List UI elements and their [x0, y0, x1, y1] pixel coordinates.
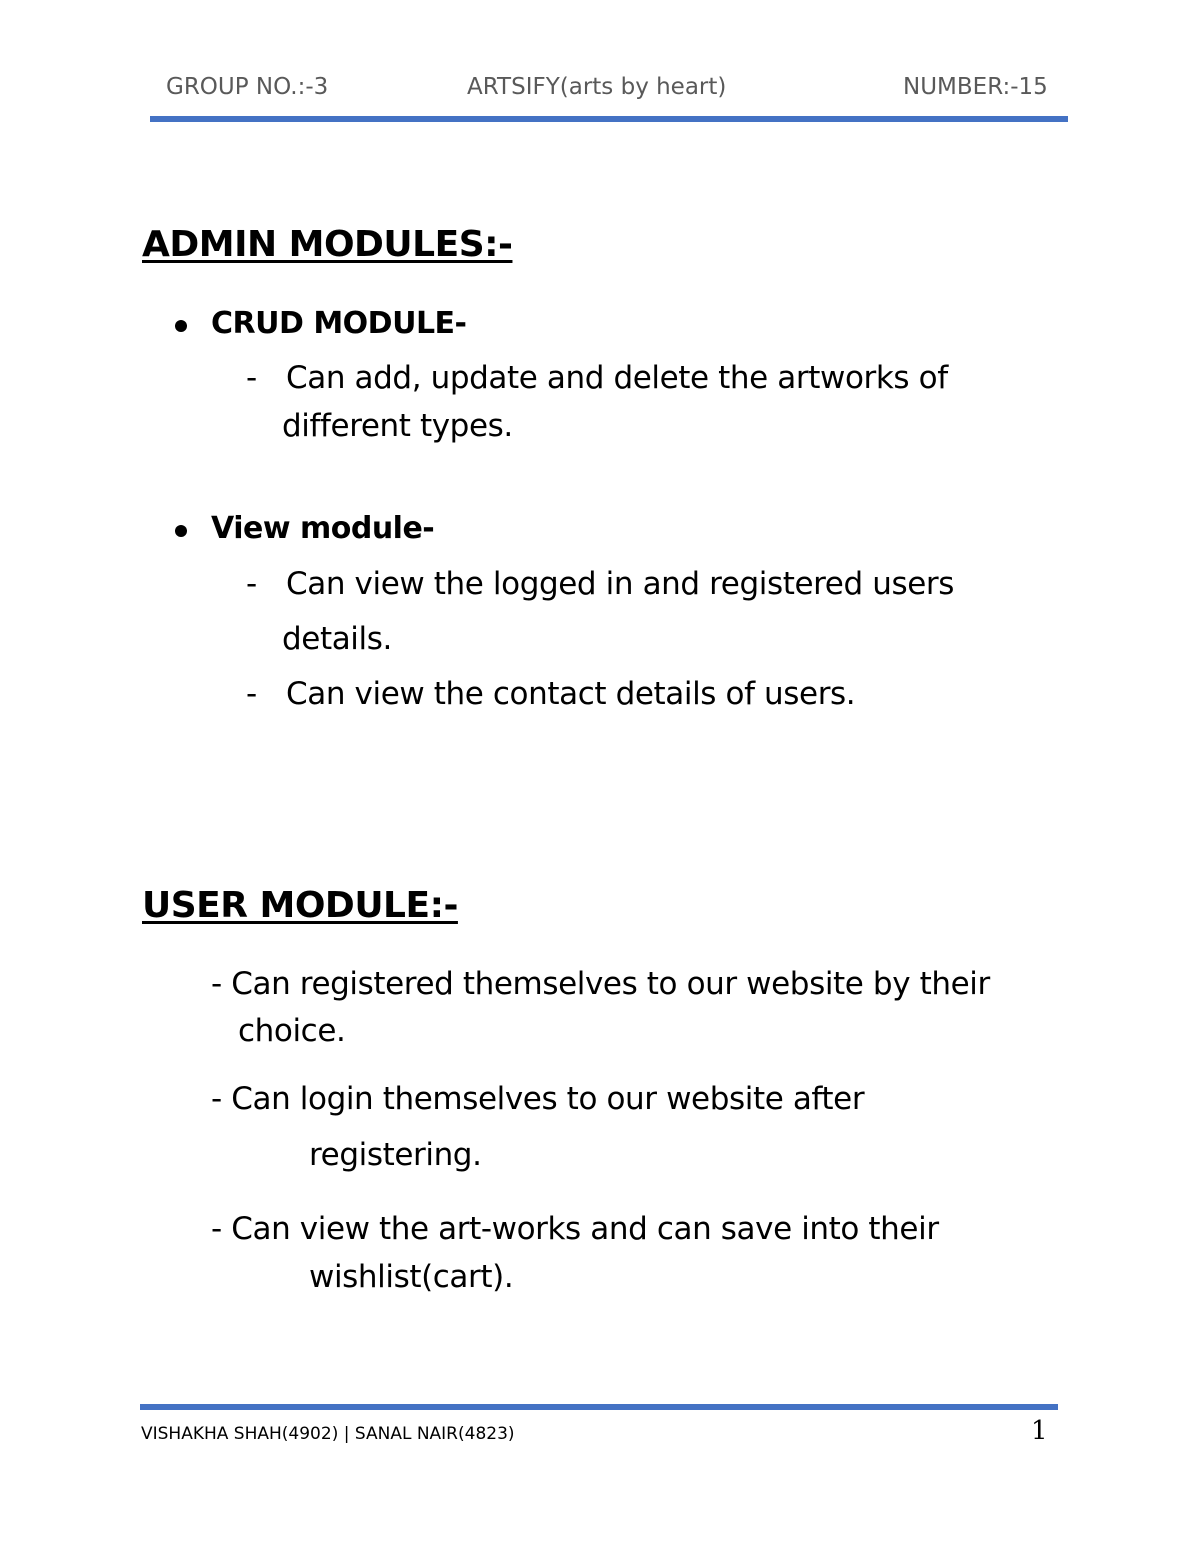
page-number: 1: [1031, 1416, 1048, 1446]
header-divider: [150, 116, 1068, 122]
view-item-line: Can view the contact details of users.: [286, 676, 856, 712]
footer-authors: VISHAKHA SHAH(4902) | SANAL NAIR(4823): [141, 1424, 515, 1444]
dash-marker: -: [246, 676, 258, 712]
header-project-title: ARTSIFY(arts by heart): [467, 74, 727, 100]
view-module-title: View module-: [211, 511, 435, 546]
crud-item-line: Can add, update and delete the artworks of: [286, 360, 948, 396]
user-item-line-continued: registering.: [309, 1137, 482, 1173]
dash-marker: -: [246, 566, 258, 602]
dash-marker: -: [246, 360, 258, 396]
view-item-line-continued: details.: [282, 621, 392, 657]
user-item-line-continued: wishlist(cart).: [309, 1259, 514, 1295]
header-group-number: GROUP NO.:-3: [166, 74, 329, 100]
admin-modules-heading: ADMIN MODULES:-: [142, 224, 513, 265]
footer-divider: [140, 1404, 1058, 1410]
bullet-icon: [175, 525, 187, 537]
crud-item-line-continued: different types.: [282, 408, 513, 444]
header-number: NUMBER:-15: [903, 74, 1048, 100]
user-item-line: - Can login themselves to our website after: [211, 1081, 865, 1117]
user-module-heading: USER MODULE:-: [142, 885, 458, 926]
bullet-icon: [175, 320, 187, 332]
view-item-line: Can view the logged in and registered users: [286, 566, 954, 602]
user-item-line: - Can registered themselves to our website by their: [211, 966, 990, 1002]
user-item-line-continued: choice.: [238, 1013, 346, 1049]
user-item-line: - Can view the art-works and can save into their: [211, 1211, 939, 1247]
crud-module-title: CRUD MODULE-: [211, 306, 467, 341]
